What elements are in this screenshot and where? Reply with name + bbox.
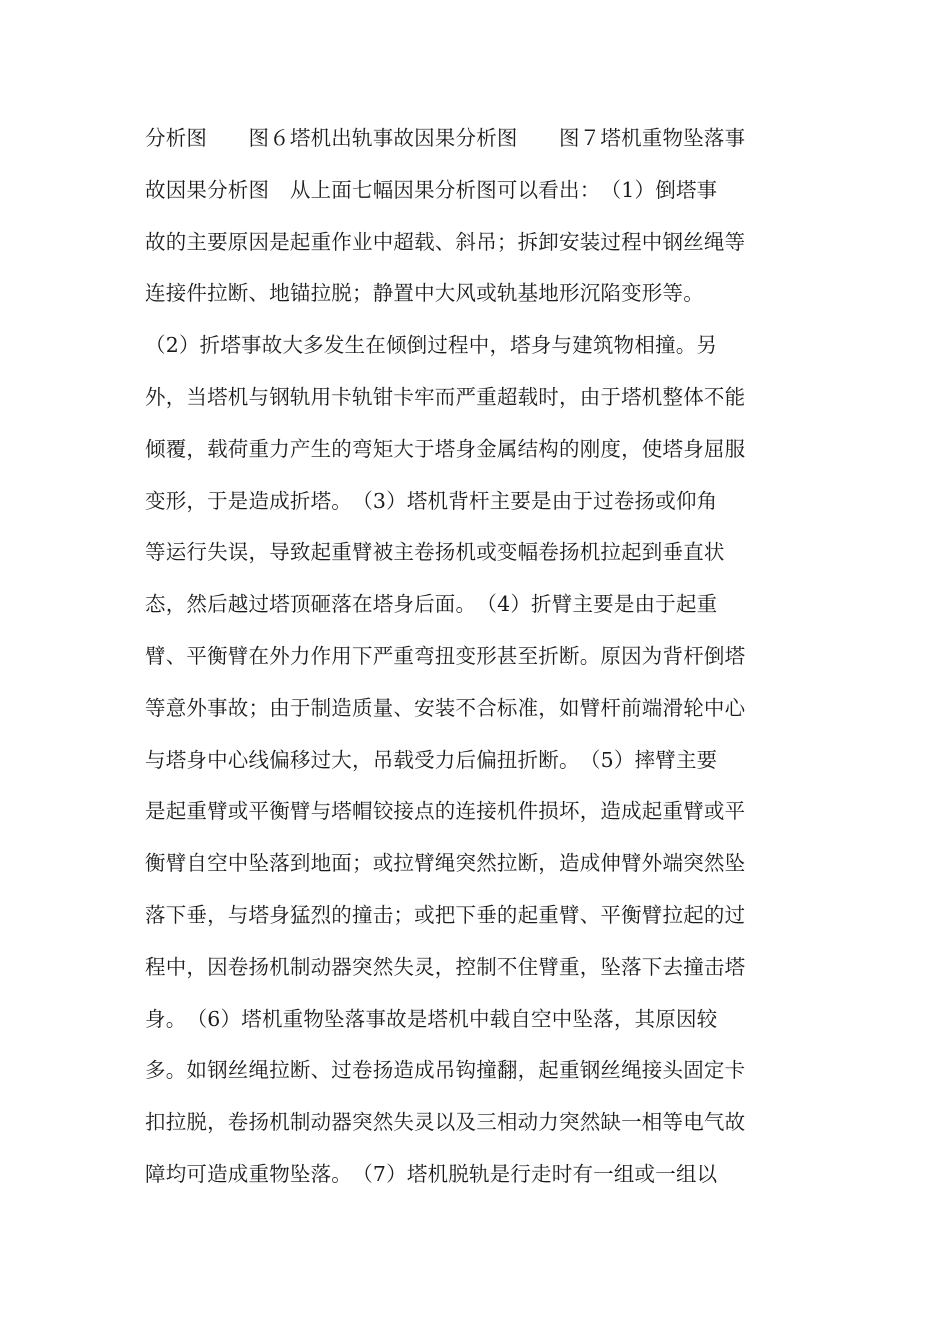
text-line-19: 多。如钢丝绳拉断、过卷扬造成吊钩撞翻，起重钢丝绳接头固定卡 [145,1058,746,1083]
text-line-21: 障均可造成重物坠落。 （7）塔机脱轨是行走时有一组或一组以 [145,1161,718,1186]
text-line-16: 落下垂，与塔身猛烈的撞击；或把下垂的起重臂、平衡臂拉起的过 [145,902,746,927]
text-line-6: 外，当塔机与钢轨用卡轨钳卡牢而严重超载时，由于塔机整体不能 [145,384,746,409]
text-line-5: （2）折塔事故大多发生在倾倒过程中，塔身与建筑物相撞。另 [145,333,718,358]
text-line-2: 故因果分析图 从上面七幅因果分析图可以看出： （1）倒塔事 [145,177,718,202]
body-text [145,113,805,1201]
text-line-13: 与塔身中心线偏移过大，吊载受力后偏扭折断。 （5）摔臂主要 [145,747,718,772]
text-line-7: 倾覆，载荷重力产生的弯矩大于塔身金属结构的刚度，使塔身屈服 [145,436,746,461]
text-line-3: 故的主要原因是起重作业中超载、斜吊；拆卸安装过程中钢丝绳等 [145,229,746,254]
text-line-20: 扣拉脱，卷扬机制动器突然失灵以及三相动力突然缺一相等电气故 [145,1110,746,1135]
text-line-1: 分析图 图６塔机出轨事故因果分析图 图７塔机重物坠落事 [145,126,746,150]
text-line-14: 是起重臂或平衡臂与塔帽铰接点的连接机件损坏，造成起重臂或平 [145,799,746,824]
text-line-15: 衡臂自空中坠落到地面；或拉臂绳突然拉断，造成伸臂外端突然坠 [145,851,746,876]
text-line-9: 等运行失误，导致起重臂被主卷扬机或变幅卷扬机拉起到垂直状 [145,540,725,565]
text-line-11: 臂、平衡臂在外力作用下严重弯扭变形甚至折断。原因为背杆倒塔 [145,643,746,668]
text-line-4: 连接件拉断、地锚拉脱；静置中大风或轨基地形沉陷变形等。 [145,281,704,306]
text-line-12: 等意外事故；由于制造质量、安装不合标准，如臂杆前端滑轮中心 [145,695,746,720]
text-line-18: 身。 （6）塔机重物坠落事故是塔机中载自空中坠落，其原因较 [145,1006,718,1031]
text-line-17: 程中，因卷扬机制动器突然失灵，控制不住臂重，坠落下去撞击塔 [145,954,746,979]
text-line-10: 态，然后越过塔顶砸落在塔身后面。 （4）折臂主要是由于起重 [145,592,718,617]
text-line-8: 变形，于是造成折塔。 （3）塔机背杆主要是由于过卷扬或仰角 [145,488,718,513]
